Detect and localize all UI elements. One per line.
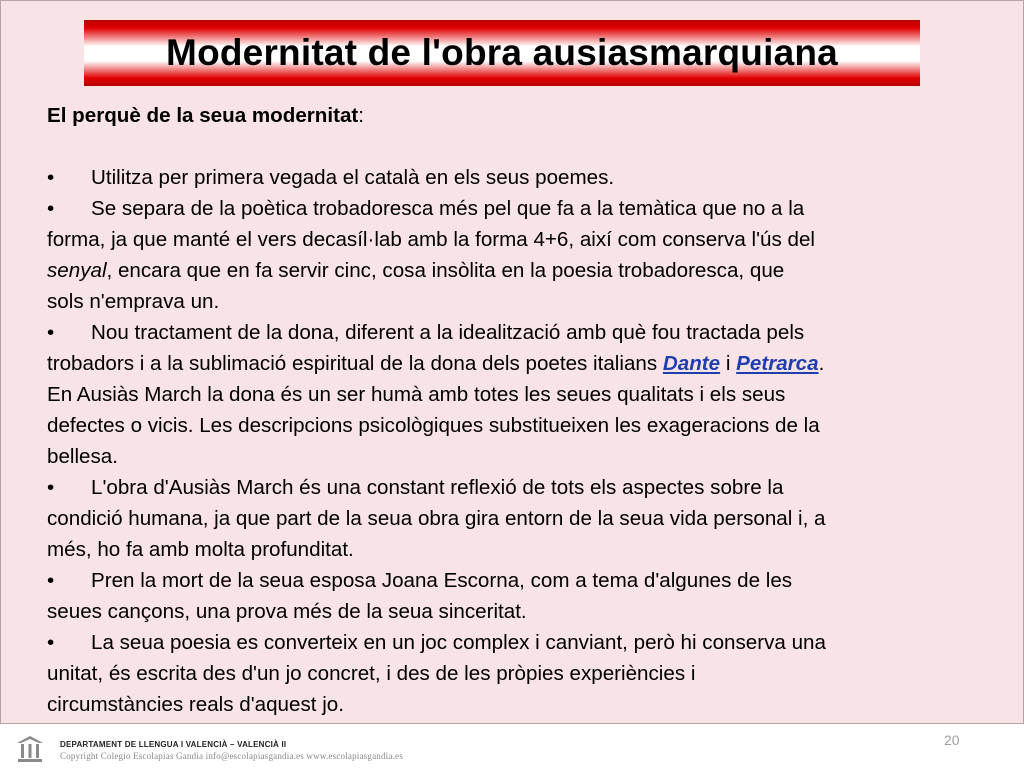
- bullet-text: unitat, és escrita des d'un jo concret, i des de les pròpies experiències i: [47, 662, 696, 685]
- bullet-text: Utilitza per primera vegada el català en els seus poemes.: [91, 166, 615, 189]
- bullet-icon: •: [47, 166, 55, 189]
- bullet-text: condició humana, ja que part de la seua obra gira entorn de la seua vida personal i, a: [47, 507, 826, 530]
- bullet-item-1: [47, 162, 1022, 193]
- bullet-text: Nou tractament de la dona, diferent a la idealització amb què fou tractada pels: [91, 321, 805, 344]
- bullet-icon: •: [47, 569, 55, 592]
- bullet-text: , encara que en fa servir cinc, cosa insòlita en la poesia trobadoresca, que: [106, 259, 785, 282]
- section-heading: [47, 100, 1022, 131]
- dante-link[interactable]: Dante: [662, 352, 721, 375]
- blank-line: [47, 131, 1022, 162]
- bullet-text: L'obra d'Ausiàs March és una constant reflexió de tots els aspectes sobre la: [91, 476, 784, 499]
- bullet-text: defectes o vicis. Les descripcions psicològiques substitueixen les exageracions de la: [47, 414, 820, 437]
- bullet-text: Pren la mort de la seua esposa Joana Escorna, com a tema d'algunes de les: [91, 569, 793, 592]
- bullet-item-3-line-5: [47, 441, 1022, 472]
- bullet-item-4-line-3: [47, 534, 1022, 565]
- bullet-item-4: [47, 472, 1022, 503]
- department-label: DEPARTAMENT DE LLENGUA I VALENCIÀ – VALENCIÀ II: [60, 740, 287, 749]
- bullet-icon: •: [47, 197, 55, 220]
- bullet-text: .: [818, 352, 825, 375]
- bullet-text: i: [720, 352, 737, 375]
- bullet-item-3-line-4: [47, 410, 1022, 441]
- bullet-item-2-line-4: [47, 286, 1022, 317]
- bullet-item-3: [47, 317, 1022, 348]
- bullet-text: sols n'emprava un.: [47, 290, 220, 313]
- bullet-text: més, ho fa amb molta profunditat.: [47, 538, 354, 561]
- bullet-item-6: [47, 627, 1022, 658]
- bullet-item-2: [47, 193, 1022, 224]
- bullet-item-4-line-2: [47, 503, 1022, 534]
- slide-footer: [0, 724, 1024, 768]
- bullet-text: En Ausiàs March la dona és un ser humà amb totes les seues qualitats i els seus: [47, 383, 786, 406]
- bullet-item-3-line-3: [47, 379, 1022, 410]
- bullet-icon: •: [47, 631, 55, 654]
- page-number: 20: [944, 732, 960, 748]
- bullet-item-2-line-2: [47, 224, 1022, 255]
- bullet-item-6-line-3: [47, 689, 1022, 720]
- heading-text: El perquè de la seua modernitat: [47, 104, 359, 127]
- school-crest-icon: [13, 733, 47, 765]
- slide-title: Modernitat de l'obra ausiasmarquiana: [166, 32, 838, 73]
- bullet-text: forma, ja que manté el vers decasíl·lab amb la forma 4+6, així com conserva l'ús del: [47, 228, 815, 251]
- slide-body: [47, 100, 1022, 720]
- heading-colon: :: [358, 104, 365, 127]
- bullet-icon: •: [47, 321, 55, 344]
- bullet-text: La seua poesia es converteix en un joc complex i canviant, però hi conserva una: [91, 631, 826, 654]
- bullet-text: circumstàncies reals d'aquest jo.: [47, 693, 344, 716]
- bullet-item-5: [47, 565, 1022, 596]
- bullet-item-6-line-2: [47, 658, 1022, 689]
- bullet-text: trobadors i a la sublimació espiritual de la dona dels poetes italians: [47, 352, 663, 375]
- bullet-item-5-line-2: [47, 596, 1022, 627]
- italic-term: senyal: [47, 259, 107, 282]
- bullet-item-2-line-3: [47, 255, 1022, 286]
- bullet-item-3-line-2: [47, 348, 1022, 379]
- bullet-text: seues cançons, una prova més de la seua sinceritat.: [47, 600, 527, 623]
- copyright-text: Copyright Colegio Escolapias Gandia info@escolapiasgandia.es www.escolapiasgandia.es: [60, 751, 403, 761]
- bullet-text: bellesa.: [47, 445, 118, 468]
- bullet-text: Se separa de la poètica trobadoresca més pel que fa a la temàtica que no a la: [91, 197, 805, 220]
- petrarca-link[interactable]: Petrarca: [736, 352, 819, 375]
- title-banner: [84, 20, 920, 86]
- bullet-icon: •: [47, 476, 55, 499]
